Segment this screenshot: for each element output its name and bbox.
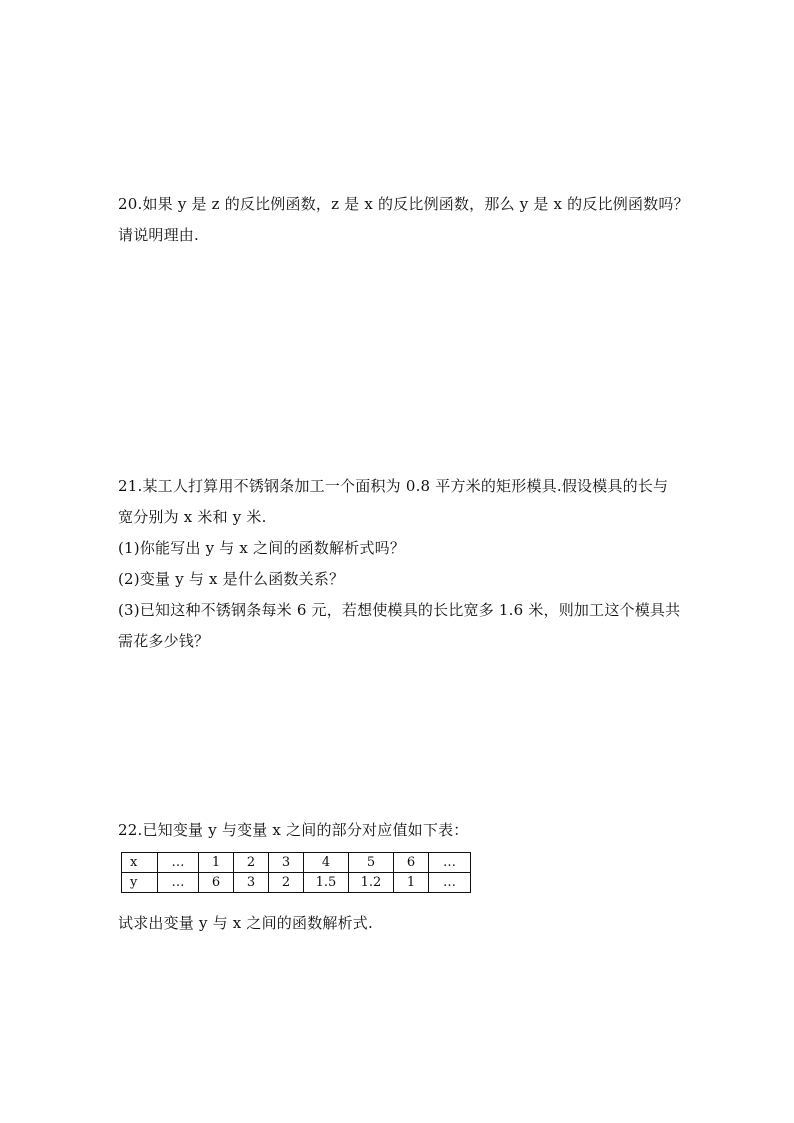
question-21-part-1: (1)你能写出 y 与 x 之间的函数解析式吗？ xyxy=(118,539,406,557)
question-20-text-line-1: 20.如果 y 是 z 的反比例函数，z 是 x 的反比例函数，那么 y 是 x 的反比例函数吗？ xyxy=(118,195,689,213)
table-cell: 1.5 xyxy=(304,873,349,893)
table-cell: y xyxy=(122,873,158,893)
table-cell: 1.2 xyxy=(349,873,394,893)
table-row-y xyxy=(122,873,471,893)
table-cell: 3 xyxy=(269,853,304,873)
question-21-part-2: (2)变量 y 与 x 是什么函数关系？ xyxy=(118,570,345,588)
table-cell: 1 xyxy=(199,853,234,873)
question-20-text-line-2: 请说明理由. xyxy=(118,226,199,244)
table-row-x xyxy=(122,853,471,873)
table-cell: 2 xyxy=(234,853,269,873)
table-cell: … xyxy=(158,853,199,873)
table-cell: … xyxy=(158,873,199,893)
table-cell: … xyxy=(429,873,471,893)
question-22-text-line-2: 试求出变量 y 与 x 之间的函数解析式. xyxy=(118,914,373,932)
values-table xyxy=(121,852,471,893)
question-21-part-3-line-2: 需花多少钱？ xyxy=(118,632,210,650)
question-22-text-line-1: 22.已知变量 y 与变量 x 之间的部分对应值如下表： xyxy=(118,821,469,839)
table-cell: 3 xyxy=(234,873,269,893)
table-cell: x xyxy=(122,853,158,873)
table-cell: … xyxy=(429,853,471,873)
table-cell: 6 xyxy=(394,853,429,873)
table-cell: 5 xyxy=(349,853,394,873)
question-21-text-line-2: 宽分别为 x 米和 y 米. xyxy=(118,508,267,526)
table-cell: 2 xyxy=(269,873,304,893)
question-21-text-line-1: 21.某工人打算用不锈钢条加工一个面积为 0.8 平方米的矩形模具.假设模具的长与 xyxy=(118,477,669,495)
table-cell: 6 xyxy=(199,873,234,893)
table-cell: 4 xyxy=(304,853,349,873)
question-21-part-3-line-1: (3)已知这种不锈钢条每米 6 元，若想使模具的长比宽多 1.6 米，则加工这个模具共 xyxy=(118,601,681,619)
table-cell: 1 xyxy=(394,873,429,893)
